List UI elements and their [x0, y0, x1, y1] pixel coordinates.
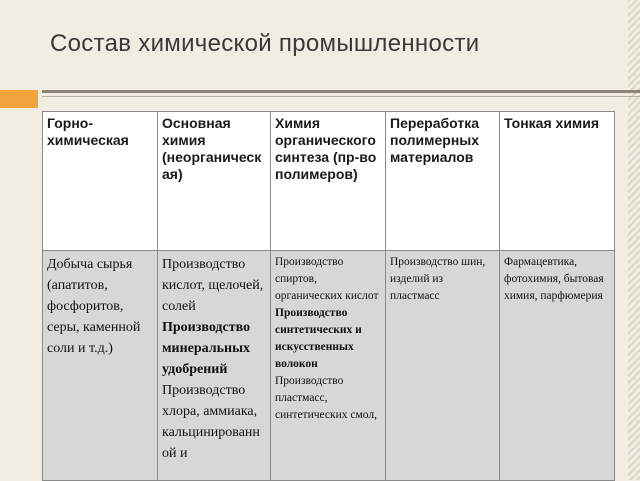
accent-bar [0, 90, 38, 108]
table-cell: Добыча сырья (апатитов, фосфоритов, серы, каменной соли и т.д.) [43, 251, 158, 481]
cell-text: Производство хлора, аммиака, кальцинированной и [162, 383, 260, 461]
table-cell: Фармацевтика, фотохимия, бытовая химия, парфюмерия [500, 251, 615, 481]
header-cell: Переработка полимерных материалов [386, 112, 500, 251]
table-cell [271, 251, 386, 481]
decorative-stripe [628, 0, 640, 480]
table-header-row [43, 112, 615, 251]
header-cell: Тонкая химия [500, 112, 615, 251]
header-cell: Химия органического синтеза (пр-во полимеров) [271, 112, 386, 251]
header-cell: Горно-химическая [43, 112, 158, 251]
cell-text: Производство кислот, щелочей, солей [162, 257, 264, 314]
chemical-industry-table [42, 111, 615, 481]
cell-text-bold: Производство минеральных удобрений [162, 320, 251, 377]
cell-text: Производство пластмасс, синтетических смол, [275, 375, 377, 421]
cell-text-bold: Производство синтетических и искусственных волокон [275, 307, 362, 370]
table-row [43, 251, 615, 481]
cell-text: Производство спиртов, органических кислот [275, 256, 379, 302]
table-cell: Производство шин, изделий из пластмасс [386, 251, 500, 481]
title-divider [42, 90, 640, 93]
title-divider-thin [42, 96, 640, 97]
table-cell [158, 251, 271, 481]
header-cell: Основная химия (неорганическая) [158, 112, 271, 251]
slide-title: Состав химической промышленности [50, 30, 480, 57]
